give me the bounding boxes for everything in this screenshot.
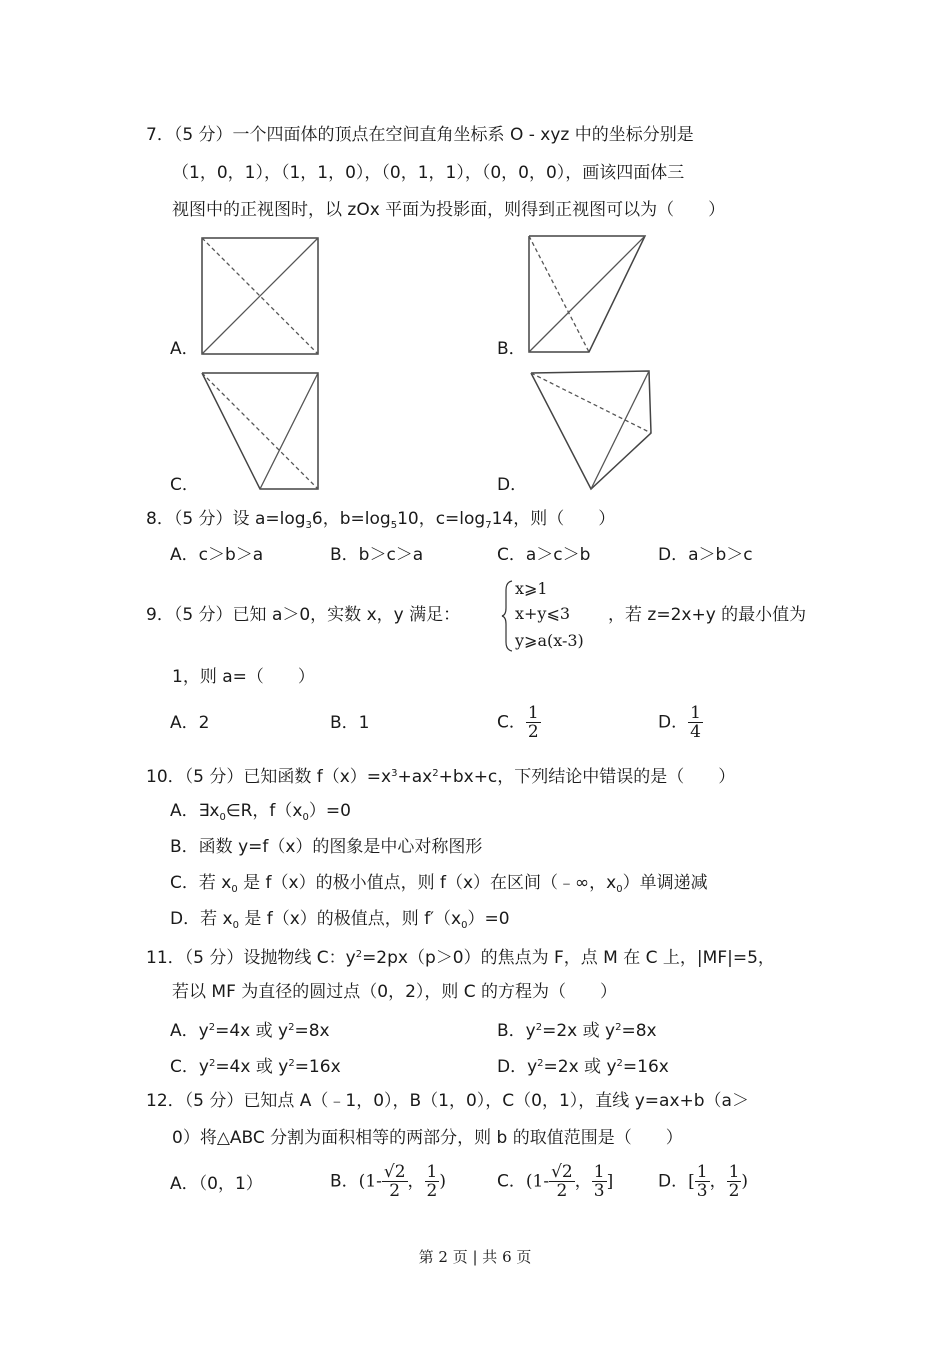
q8-stem-mid2: 10，c=log (397, 509, 486, 529)
q12-option-b-open: ( (358, 1171, 366, 1192)
q12-option-d (658, 1163, 748, 1200)
q11-option-d-p2: =2x 或 y (543, 1057, 617, 1077)
q12-stem-line1: 12．（5 分）已知点 A（﹣1，0），B（1，0），C（0，1），直线 y=ax+b（a＞ (146, 1091, 749, 1111)
q12-option-c-third-den: 3 (593, 1181, 605, 1201)
q12-option-c-third-num: 1 (593, 1162, 605, 1182)
page-footer: 第 2 页 | 共 6 页 (418, 1248, 532, 1266)
q11-stem-b: =2px（p＞0）的焦点为 F，点 M 在 C 上， (362, 948, 697, 968)
q12-option-c-comma: ， (574, 1171, 592, 1192)
q10-exp-2: 2 (432, 768, 439, 779)
q12-stem-line2: 0）将△ABC 分割为面积相等的两部分，则 b 的取值范围是（ ） (172, 1128, 683, 1148)
q7-figure-c (200, 371, 322, 493)
q12-option-d-third-num: 1 (696, 1162, 708, 1182)
q12-option-b-sqrt-den: 2 (389, 1181, 401, 1201)
q9-option-c-label: C． (497, 712, 526, 733)
q12-option-b-half-den: 2 (426, 1181, 438, 1201)
q10-stem-b: +ax (397, 767, 433, 787)
q12-option-c-sqrt-num: √2 (551, 1162, 573, 1182)
q11-option-d-exp2: 2 (616, 1058, 623, 1069)
q9-option-b: B．1 (330, 713, 370, 733)
q8-stem-prefix: 8．（5 分）设 a=log (146, 509, 306, 529)
q12-option-b-sqrt-num: √2 (383, 1162, 406, 1182)
q11-option-d-p3: =16x (622, 1057, 669, 1077)
q11-stem-line2: 若以 MF 为直径的圆过点（0，2），则 C 的方程为（ ） (172, 982, 618, 1002)
q10-option-c-part1: C．若 x (170, 873, 232, 893)
q9-option-c-denominator: 2 (527, 722, 539, 742)
q11-option-a-p1: A．y (170, 1021, 209, 1041)
q11-option-d-p1: D．y (497, 1057, 538, 1077)
q11-option-a-p2: =4x 或 y (215, 1021, 289, 1041)
q11-stem (146, 944, 775, 969)
q11-option-b-exp2: 2 (615, 1022, 622, 1033)
q8-stem (146, 508, 615, 537)
q11-option-d-exp1: 2 (537, 1058, 544, 1069)
q9-option-d-fraction (688, 704, 703, 741)
q11-stem-a: 11．（5 分）设抛物线 C：y (146, 948, 356, 968)
q12-option-d-third-den: 3 (696, 1181, 708, 1201)
q12-option-b-comma: ， (407, 1171, 425, 1192)
q10-stem-c: +bx+c，下列结论中错误的是（ ） (438, 767, 736, 787)
q7-stem-line3: 视图中的正视图时，以 zOx 平面为投影面，则得到正视图可以为（ ） (172, 200, 726, 220)
q9-stem-left: 9．（5 分）已知 a＞0，实数 x，y 满足： (146, 605, 461, 625)
q12-option-d-label: D． (658, 1171, 689, 1192)
q11-option-c-exp2: 2 (288, 1058, 295, 1069)
q10-option-d-part3: ）=0 (467, 909, 510, 929)
q12-option-b-close: ) (439, 1171, 447, 1192)
q11-option-c-p2: =4x 或 y (215, 1057, 289, 1077)
q10-option-d (170, 908, 510, 937)
q11-option-c-exp1: 2 (208, 1058, 216, 1069)
q12-option-b (330, 1163, 446, 1200)
q12-option-c-close: ] (606, 1171, 614, 1192)
q8-option-d: D．a＞b＞c (658, 545, 753, 565)
q12-option-a: A．（0，1） (170, 1174, 263, 1194)
q10-stem-a: 10．（5 分）已知函数 f（x）=x (146, 767, 392, 787)
q10-option-d-sub2: 0 (461, 920, 468, 931)
q12-option-b-label: B． (330, 1171, 359, 1192)
q12-option-c-label: C． (497, 1171, 526, 1192)
q9-brace (502, 580, 514, 652)
q8-base-b: 5 (390, 520, 398, 531)
q9-stem-line2: 1，则 a=（ ） (172, 667, 315, 687)
q10-option-a-sub2: 0 (302, 812, 309, 823)
q12-option-b-sqrt-fraction (382, 1163, 408, 1200)
q11-option-a (170, 1017, 330, 1042)
q8-option-c: C．a＞c＞b (497, 545, 591, 565)
q7-stem-line1: 7．（5 分）一个四面体的顶点在空间直角坐标系 O - xyz 中的坐标分别是 (146, 125, 694, 145)
q12-option-c-sqrt-fraction (549, 1163, 575, 1200)
q11-option-a-exp1: 2 (208, 1022, 216, 1033)
q12-option-d-half-den: 2 (728, 1181, 740, 1201)
q11-option-b (497, 1017, 657, 1042)
q9-option-d-denominator: 4 (690, 722, 701, 742)
q10-option-c-sub2: 0 (616, 884, 623, 895)
q10-option-b: B．函数 y=f（x）的图象是中心对称图形 (170, 837, 483, 857)
q12-option-c-open: ( (525, 1171, 533, 1192)
q8-stem-mid1: 6，b=log (311, 509, 391, 529)
q12-option-d-third (695, 1163, 710, 1200)
q12-option-c (497, 1163, 613, 1200)
q10-option-a (170, 800, 351, 829)
q11-exp: 2 (355, 949, 363, 960)
q8-base-a: 3 (305, 520, 312, 531)
q10-option-c-part3: ）单调递减 (622, 873, 708, 893)
q12-option-d-open: [ (688, 1171, 695, 1192)
q10-option-d-part2: 是 f（x）的极值点，则 f′（x (238, 909, 462, 929)
q12-option-b-half (425, 1163, 440, 1200)
q12-option-b-minus: - (376, 1171, 382, 1192)
q12-option-d-half (727, 1163, 742, 1200)
q9-condition-3: y⩾a(x-3) (515, 631, 584, 650)
q8-stem-end: 14，则（ ） (491, 509, 616, 529)
q8-option-a: A．c＞b＞a (170, 545, 264, 565)
q11-option-b-p3: =8x (621, 1021, 657, 1041)
q11-option-b-p1: B．y (497, 1021, 536, 1041)
q10-option-c (170, 872, 708, 901)
q11-option-b-p2: =2x 或 y (542, 1021, 616, 1041)
q12-option-b-one: 1 (365, 1171, 377, 1192)
q7-option-d-label: D． (497, 475, 528, 495)
q10-option-a-sub1: 0 (219, 812, 226, 823)
q8-option-b: B．b＞c＞a (330, 545, 424, 565)
q8-base-c: 7 (485, 520, 492, 531)
q12-option-d-comma: ， (709, 1171, 727, 1192)
q12-option-c-sqrt-den: 2 (556, 1181, 568, 1201)
q12-option-b-half-num: 1 (426, 1162, 438, 1182)
q11-option-d (497, 1053, 669, 1078)
q9-condition-2: x+y⩽3 (515, 604, 571, 623)
q10-option-c-part2: 是 f（x）的极小值点，则 f（x）在区间（﹣∞，x (237, 873, 617, 893)
q9-condition-1: x⩾1 (515, 579, 548, 598)
q10-stem (146, 763, 735, 788)
q12-option-c-minus: - (543, 1171, 550, 1192)
q7-option-c-label: C． (170, 475, 199, 495)
q10-option-d-part1: D．若 x (170, 909, 233, 929)
q9-option-d-numerator: 1 (690, 703, 701, 723)
q9-option-d (658, 704, 703, 741)
q7-figure-b (527, 234, 649, 356)
q12-option-d-half-num: 1 (728, 1162, 740, 1182)
q9-option-a: A．2 (170, 713, 210, 733)
q10-option-a-part1: A．∃x (170, 801, 220, 821)
q11-option-c (170, 1053, 341, 1078)
q12-option-c-one: 1 (532, 1171, 544, 1192)
q11-option-c-p1: C．y (170, 1057, 209, 1077)
q11-stem-c: =5， (732, 948, 775, 968)
q10-option-c-sub1: 0 (231, 884, 238, 895)
q10-exp-3: 3 (391, 768, 398, 779)
q9-option-c-fraction (526, 704, 541, 741)
q12-option-d-close: ) (741, 1171, 749, 1192)
q9-option-c-numerator: 1 (527, 703, 539, 723)
q11-option-a-exp2: 2 (288, 1022, 295, 1033)
q12-option-c-third (592, 1163, 607, 1200)
q9-option-d-label: D． (658, 712, 689, 733)
q11-option-a-p3: =8x (294, 1021, 330, 1041)
q7-option-b-label: B． (497, 339, 526, 359)
q10-option-d-sub1: 0 (232, 920, 239, 931)
q7-option-a-label: A． (170, 339, 199, 359)
q10-option-a-part2: ∈R，f（x (225, 801, 303, 821)
q7-figure-d (529, 369, 655, 493)
q9-stem-right: ，若 z=2x+y 的最小值为 (608, 605, 807, 625)
q7-figure-a (200, 236, 322, 356)
q10-option-a-part3: ）=0 (308, 801, 351, 821)
q7-stem-line2: （1，0，1），（1，1，0），（0，1，1），（0，0，0），画该四面体三 (172, 163, 685, 183)
q11-option-b-exp1: 2 (535, 1022, 543, 1033)
q9-option-c (497, 704, 541, 741)
q11-option-c-p3: =16x (294, 1057, 341, 1077)
q11-abs-mf: |MF| (696, 948, 733, 968)
